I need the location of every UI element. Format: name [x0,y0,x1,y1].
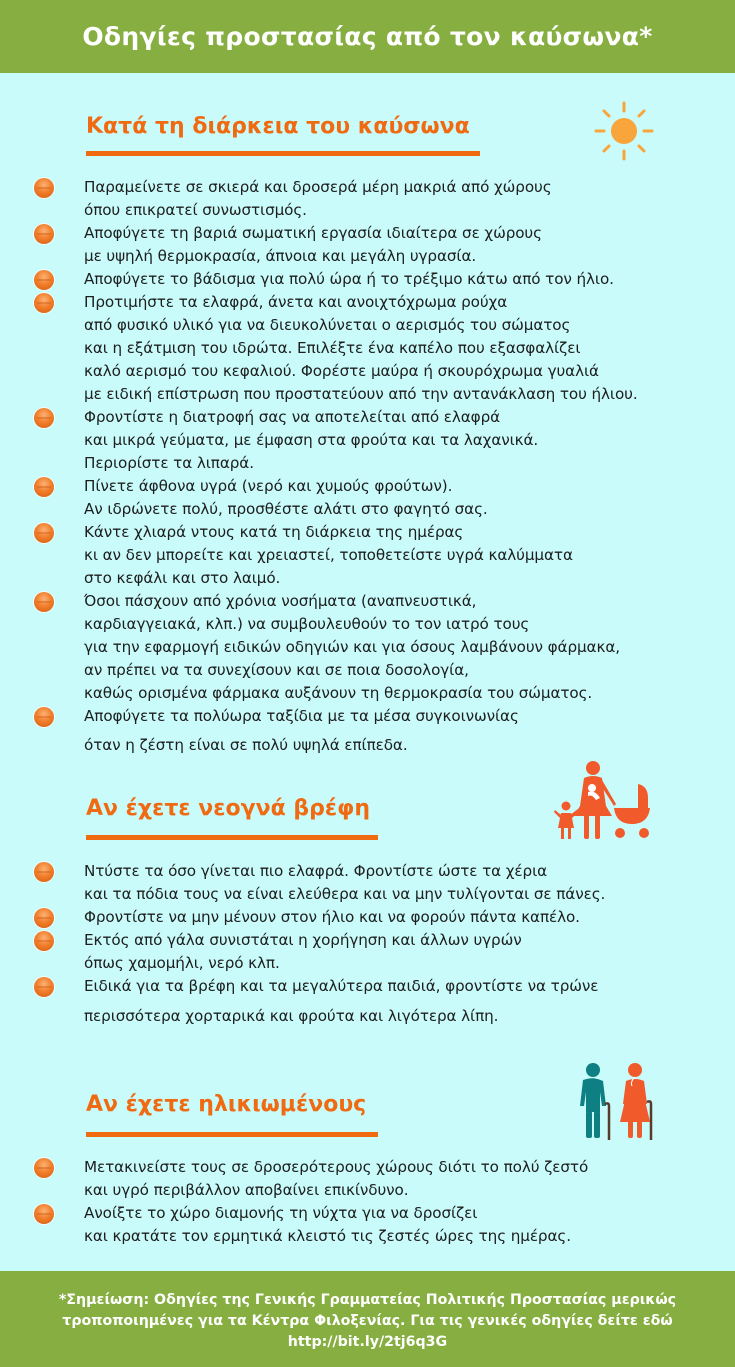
section-divider [86,1132,378,1137]
bullet-icon [34,1158,54,1178]
page-header [0,0,735,73]
list-item: Όσοι πάσχουν από χρόνια νοσήματα (αναπνευστικά, καρδιαγγειακά, κλπ.) να συμβουλευθούν το τον ιατρό τους για την εφαρμογή ειδικών οδηγιών και για όσους λαμβάνουν φάρμακα, αν πρέπει να τα συνεχίσουν και σε ποια δοσολογία, καθώς ορισμένα φάρμακα αυξάνουν τη θερμοκρασία του σώματος. [0,590,735,705]
footer-note [0,1271,735,1367]
list-item: Προτιμήστε τα ελαφρά, άνετα και ανοιχτόχρωμα ρούχα από φυσικό υλικό για να διευκολύνεται ο αερισμός του σώματος και η εξάτμιση του ιδρώτα. Επιλέξτε ένα καπέλο που εξασφαλίζει καλό αερισμό του κεφαλιού. Φορέστε μαύρα ή σκουρόχρωμα γυαλιά με ειδική επίστρωση που προστατεύουν από την αντανάκλαση του ήλιου. [0,291,735,406]
page-title: Οδηγίες προστασίας από τον καύσωνα* [82,22,653,51]
bullet-icon [34,270,54,290]
sun-icon [593,100,655,162]
bullet-icon [34,408,54,428]
mother-child-stroller-icon [550,758,670,842]
list-item: Μετακινείστε τους σε δροσερότερους χώρους διότι το πολύ ζεστό και υγρό περιβάλλον αποβαίνει επικίνδυνο. [0,1156,735,1202]
list-item: Πίνετε άφθονα υγρά (νερό και χυμούς φρούτων). Αν ιδρώνετε πολύ, προσθέστε αλάτι στο φαγητό σας. [0,475,735,521]
section-title-heatwave: Κατά τη διάρκεια του καύσωνα [86,114,470,139]
bullet-icon [34,178,54,198]
list-item: Παραμείνετε σε σκιερά και δροσερά μέρη μακριά από χώρους όπου επικρατεί συνωστισμός. [0,176,735,222]
list-item: Ντύστε τα όσο γίνεται πιο ελαφρά. Φροντίστε ώστε τα χέρια και τα πόδια τους να είναι ελεύθερα και να μην τυλίγονται σε πάνες. [0,860,735,906]
list-item: Ανοίξτε το χώρο διαμονής τη νύχτα για να δροσίζει και κρατάτε τον ερμητικά κλειστό τις ζεστές ώρες της ημέρας. [0,1202,735,1248]
section-title-elderly: Αν έχετε ηλικιωμένους [86,1092,367,1117]
list-item: Ειδικά για τα βρέφη και τα μεγαλύτερα παιδιά, φροντίστε να τρώνε περισσότερα χορταρικά και φρούτα και λιγότερα λίπη. [0,975,735,1028]
section-divider [86,835,378,840]
list-item: Φροντίστε η διατροφή σας να αποτελείται από ελαφρά και μικρά γεύματα, με έμφαση στα φρούτα και τα λαχανικά. Περιορίστε τα λιπαρά. [0,406,735,475]
infants-tips-list [0,860,735,1028]
list-item: Αποφύγετε τη βαριά σωματική εργασία ιδιαίτερα σε χώρους με υψηλή θερμοκρασία, άπνοια και μεγάλη υγρασία. [0,222,735,268]
footer-line: *Σημείωση: Οδηγίες της Γενικής Γραμματείας Πολιτικής Προστασίας μερικώς [58,1291,677,1308]
bullet-icon [34,931,54,951]
list-item: Αποφύγετε το βάδισμα για πολύ ώρα ή το τρέξιμο κάτω από τον ήλιο. [0,268,735,291]
section-divider [86,151,480,156]
bullet-icon [34,977,54,997]
bullet-icon [34,707,54,727]
elderly-couple-icon [572,1062,662,1142]
bullet-icon [34,592,54,612]
footer-line: τροποποιημένες για τα Κέντρα Φιλοξενίας. Για τις γενικές οδηγίες δείτε εδώ [62,1312,673,1329]
list-item: Εκτός από γάλα συνιστάται η χορήγηση και άλλων υγρών όπως χαμομήλι, νερό κλπ. [0,929,735,975]
bullet-icon [34,523,54,543]
footer-link[interactable]: http://bit.ly/2tj6q3G [287,1333,448,1350]
bullet-icon [34,293,54,313]
list-item: Φροντίστε να μην μένουν στον ήλιο και να φορούν πάντα καπέλο. [0,906,735,929]
bullet-icon [34,862,54,882]
list-item: Κάντε χλιαρά ντους κατά τη διάρκεια της ημέρας κι αν δεν μπορείτε και χρειαστεί, τοποθετείστε υγρά καλύμματα στο κεφάλι και στο λαιμό. [0,521,735,590]
list-item: Αποφύγετε τα πολύωρα ταξίδια με τα μέσα συγκοινωνίας όταν η ζέστη είναι σε πολύ υψηλά επίπεδα. [0,705,735,757]
elderly-tips-list [0,1156,735,1248]
bullet-icon [34,908,54,928]
bullet-icon [34,477,54,497]
heatwave-tips-list [0,176,735,757]
bullet-icon [34,1204,54,1224]
section-title-infants: Αν έχετε νεογνά βρέφη [86,796,371,821]
bullet-icon [34,224,54,244]
